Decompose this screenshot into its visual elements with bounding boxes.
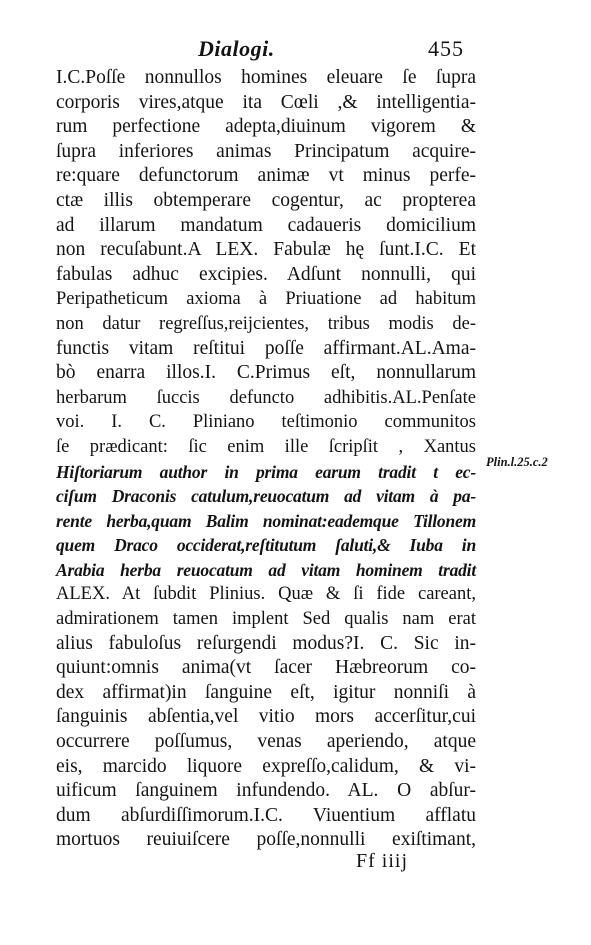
text-line: eis, marcido liquore expreſſo,calidum, & vi-	[56, 755, 476, 777]
text-line: rum perfectione adepta,diuinum vigorem &	[56, 116, 476, 138]
text-line: rente herba,quam Balim nominat:eademque Tillonem	[56, 510, 476, 531]
text-line: voi. I. C. Pliniano teſtimonio communitos	[56, 412, 476, 433]
text-line: occurrere poſſumus, venas aperiendo, atque	[56, 731, 476, 753]
text-line: fabulas adhuc excipies. Adſunt nonnulli, qui	[56, 263, 476, 285]
text-line: non datur regreſſus,reijcientes, tribus modis de-	[56, 313, 476, 334]
text-line: ad illarum mandatum cadaueris domicilium	[56, 214, 476, 236]
text-line: admirationem tamen implent Sed qualis nam erat	[56, 609, 476, 630]
text-line: re:quare defunctorum animæ vt minus perfe-	[56, 165, 476, 187]
text-line: I.C.Poſſe nonnullos homines eleuare ſe ſupra	[56, 67, 476, 88]
text-line: Arabia herba reuocatum ad vitam hominem tradit	[56, 559, 476, 580]
text-line: alius fabuloſus reſurgendi modus?I. C. Sic in-	[56, 632, 476, 654]
text-line: ctæ illis obtemperare cogentur, ac propterea	[56, 189, 476, 211]
text-line: herbarum ſuccis defuncto adhibitis.AL.Penſate	[56, 387, 476, 408]
text-line: mortuos reuiuiſcere poſſe,nonnulli exiſtimant,	[56, 829, 476, 851]
text-line: non recuſabunt.A LEX. Fabulæ hę ſunt.I.C. Et	[56, 239, 476, 261]
text-line: dum abſurdiſſimorum.I.C. Viuentium afflatu	[56, 804, 476, 826]
text-line: bò enarra illos.I. C.Primus eſt, nonnullarum	[56, 362, 476, 384]
text-line: functis vitam reſtitui poſſe affirmant.AL.Ama-	[56, 337, 476, 359]
text-line: dex affirmat)in ſanguine eſt, igitur nonniſi à	[56, 681, 476, 703]
running-head: Dialogi.	[198, 36, 275, 61]
page-number: 455	[428, 36, 464, 61]
text-line: quiunt:omnis anima(vt ſacer Hæbreorum co-	[56, 657, 476, 679]
text-line: ALEX. At ſubdit Plinius. Quæ & ſi fide careant,	[56, 584, 476, 605]
marginal-note: Plin.l.25.c.2	[486, 455, 548, 469]
text-line: uificum ſanguinem infundendo. AL. O abſur-	[56, 780, 476, 802]
text-line: ciſum Draconis catulum,reuocatum ad vitam à pa-	[56, 486, 476, 507]
text-line: ſupra inferiores animas Principatum acquire-	[56, 140, 476, 162]
body-text	[56, 66, 476, 853]
text-line: ſe prædicant: ſic enim ille ſcripſit , Xantus	[56, 436, 476, 457]
text-line: corporis vires,atque ita Cœli ,& intelligentia-	[56, 91, 476, 113]
text-line: Hiſtoriarum author in prima earum tradit t ec-	[56, 461, 476, 482]
text-line: Peripatheticum axioma à Priuatione ad habitum	[56, 289, 476, 310]
signature-mark: Ff iiij	[356, 850, 409, 872]
text-line: ſanguinis abſentia,vel vitio mors accerſitur,cui	[56, 706, 476, 728]
text-line: quem Draco occiderat,reſtitutum ſaluti,& Iuba in	[56, 535, 476, 556]
